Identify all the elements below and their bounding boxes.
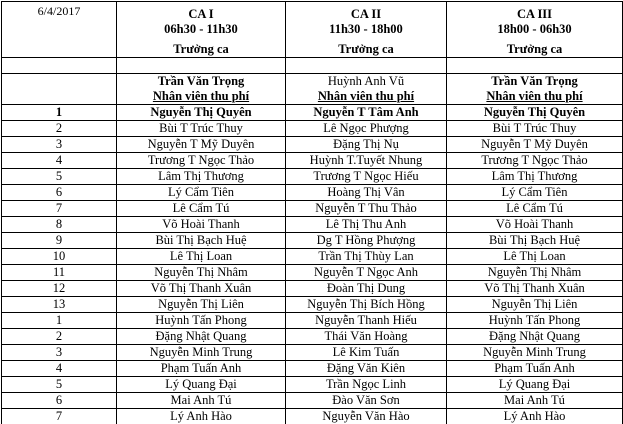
shift-1-staff-cell: Bùi T Trúc Thuy <box>117 121 286 137</box>
shift-2-staff-cell: Trương T Ngọc Hiếu <box>286 169 447 185</box>
staff-row <box>2 217 623 233</box>
shift-3-staff-cell: Võ Thị Thanh Xuân <box>447 281 623 297</box>
shift-3-header <box>447 2 623 42</box>
shift-2-leader: Huỳnh Anh Vũ <box>286 74 447 90</box>
empty-cell <box>117 58 286 74</box>
shift-1-staff-cell: Võ Thị Thanh Xuân <box>117 281 286 297</box>
shift-2-staff-cell: Đào Văn Sơn <box>286 393 447 409</box>
empty-cell <box>2 58 117 74</box>
shift-2-staff-cell: Dg T Hồng Phượng <box>286 233 447 249</box>
shift-2-staff-cell: Hoàng Thị Vân <box>286 185 447 201</box>
shift-1-header <box>117 2 286 42</box>
staff-number-cell: 9 <box>2 233 117 249</box>
shift-2-name: CA II <box>350 6 382 21</box>
shift-2-staff-cell: Lê Thị Thu Anh <box>286 217 447 233</box>
staff-row <box>2 169 623 185</box>
empty-cell <box>2 89 117 105</box>
shift-2-staff-cell: Đoàn Thị Dung <box>286 281 447 297</box>
shift-3-staff-cell: Võ Hoài Thanh <box>447 217 623 233</box>
shift-3-staff-cell: Bùi Thị Bạch Huệ <box>447 233 623 249</box>
shift-3-staff-cell: Trương T Ngọc Thảo <box>447 153 623 169</box>
staff-row <box>2 345 623 361</box>
shift-2-staff-cell: Lê Kim Tuấn <box>286 345 447 361</box>
staff-number-cell: 1 <box>2 313 117 329</box>
staff-number-cell: 2 <box>2 121 117 137</box>
shift-2-staff-cell: Nguyễn Văn Hào <box>286 409 447 424</box>
shift-1-staff-cell: Nguyễn Thị Quyên <box>117 105 286 121</box>
shift-leader-label: Trưởng ca <box>117 41 286 58</box>
shift-1-leader: Trần Văn Trọng <box>117 74 286 90</box>
toll-staff-label: Nhân viên thu phí <box>447 89 623 105</box>
shift-1-staff-cell: Lý Anh Hào <box>117 409 286 424</box>
staff-row <box>2 393 623 409</box>
staff-row <box>2 137 623 153</box>
staff-number-cell: 8 <box>2 217 117 233</box>
staff-number-cell: 12 <box>2 281 117 297</box>
shift-1-staff-cell: Trương T Ngọc Thảo <box>117 153 286 169</box>
spacer-row <box>2 58 623 74</box>
shift-leader-label-row <box>2 41 623 58</box>
shift-3-time: 18h00 - 06h30 <box>497 21 572 36</box>
shift-3-staff-cell: Đặng Nhật Quang <box>447 329 623 345</box>
staff-row <box>2 377 623 393</box>
shift-3-staff-cell: Nguyễn T Mỹ Duyên <box>447 137 623 153</box>
empty-cell <box>2 41 117 58</box>
staff-row <box>2 185 623 201</box>
shift-1-name: CA I <box>188 6 214 21</box>
staff-number-cell: 7 <box>2 201 117 217</box>
shift-3-name: CA III <box>516 6 553 21</box>
shift-3-staff-cell: Huỳnh Tấn Phong <box>447 313 623 329</box>
staff-row <box>2 297 623 313</box>
empty-cell <box>2 74 117 90</box>
shift-2-staff-cell: Nguyễn T Ngọc Anh <box>286 265 447 281</box>
shift-leader-label: Trưởng ca <box>447 41 623 58</box>
staff-number-cell: 10 <box>2 249 117 265</box>
header-row <box>2 2 623 42</box>
staff-number-cell: 6 <box>2 393 117 409</box>
shift-3-staff-cell: Nguyễn Thị Liên <box>447 297 623 313</box>
staff-row <box>2 329 623 345</box>
staff-number-cell: 3 <box>2 345 117 361</box>
toll-staff-label-row <box>2 89 623 105</box>
shift-2-staff-cell: Đặng Thị Nụ <box>286 137 447 153</box>
staff-number-cell: 5 <box>2 169 117 185</box>
shift-1-staff-cell: Lâm Thị Thương <box>117 169 286 185</box>
staff-row <box>2 409 623 424</box>
staff-number-cell: 2 <box>2 329 117 345</box>
staff-number-cell: 6 <box>2 185 117 201</box>
shift-3-staff-cell: Lý Cẩm Tiên <box>447 185 623 201</box>
shift-1-staff-cell: Nguyễn T Mỹ Duyên <box>117 137 286 153</box>
staff-row <box>2 281 623 297</box>
shift-1-staff-cell: Nguyễn Minh Trung <box>117 345 286 361</box>
shift-1-staff-cell: Lý Cẩm Tiên <box>117 185 286 201</box>
staff-number-cell: 5 <box>2 377 117 393</box>
shift-1-staff-cell: Lê Thị Loan <box>117 249 286 265</box>
shift-2-staff-cell: Nguyễn T Thu Thảo <box>286 201 447 217</box>
staff-row <box>2 153 623 169</box>
shift-3-staff-cell: Lâm Thị Thương <box>447 169 623 185</box>
shift-1-staff-cell: Huỳnh Tấn Phong <box>117 313 286 329</box>
shift-1-staff-cell: Lê Cẩm Tú <box>117 201 286 217</box>
empty-cell <box>447 58 623 74</box>
shift-2-staff-cell: Thái Văn Hoàng <box>286 329 447 345</box>
staff-number-cell: 1 <box>2 105 117 121</box>
shift-schedule-table <box>1 1 623 424</box>
shift-2-time: 11h30 - 18h00 <box>329 21 403 36</box>
staff-number-cell: 7 <box>2 409 117 424</box>
staff-number-cell: 4 <box>2 153 117 169</box>
shift-2-header <box>286 2 447 42</box>
shift-3-leader: Trần Văn Trọng <box>447 74 623 90</box>
staff-number-cell: 3 <box>2 137 117 153</box>
staff-row <box>2 121 623 137</box>
shift-leader-names-row <box>2 74 623 90</box>
shift-3-staff-cell: Nguyễn Thị Quyên <box>447 105 623 121</box>
shift-2-staff-cell: Nguyễn T Tâm Anh <box>286 105 447 121</box>
staff-row <box>2 233 623 249</box>
staff-row <box>2 105 623 121</box>
shift-3-staff-cell: Lê Thị Loan <box>447 249 623 265</box>
staff-number-cell: 11 <box>2 265 117 281</box>
shift-1-staff-cell: Lý Quang Đại <box>117 377 286 393</box>
shift-2-staff-cell: Nguyễn Thị Bích Hồng <box>286 297 447 313</box>
shift-1-staff-cell: Võ Hoài Thanh <box>117 217 286 233</box>
toll-staff-label: Nhân viên thu phí <box>286 89 447 105</box>
shift-3-staff-cell: Lý Anh Hào <box>447 409 623 424</box>
shift-2-staff-cell: Lê Ngọc Phượng <box>286 121 447 137</box>
shift-3-staff-cell: Bùi T Trúc Thuy <box>447 121 623 137</box>
shift-2-staff-cell: Trần Thị Thùy Lan <box>286 249 447 265</box>
shift-3-staff-cell: Nguyễn Thị Nhâm <box>447 265 623 281</box>
shift-3-staff-cell: Lê Cẩm Tú <box>447 201 623 217</box>
shift-3-staff-cell: Phạm Tuấn Anh <box>447 361 623 377</box>
shift-1-staff-cell: Mai Anh Tú <box>117 393 286 409</box>
shift-2-staff-cell: Nguyễn Thanh Hiếu <box>286 313 447 329</box>
shift-1-staff-cell: Đặng Nhật Quang <box>117 329 286 345</box>
shift-3-staff-cell: Nguyễn Minh Trung <box>447 345 623 361</box>
shift-1-staff-cell: Phạm Tuấn Anh <box>117 361 286 377</box>
staff-number-cell: 13 <box>2 297 117 313</box>
shift-2-staff-cell: Trần Ngọc Linh <box>286 377 447 393</box>
shift-2-staff-cell: Huỳnh T.Tuyết Nhung <box>286 153 447 169</box>
staff-row <box>2 249 623 265</box>
shift-2-staff-cell: Đặng Văn Kiên <box>286 361 447 377</box>
shift-1-staff-cell: Nguyễn Thị Nhâm <box>117 265 286 281</box>
empty-cell <box>286 58 447 74</box>
date-cell: 6/4/2017 <box>2 2 117 42</box>
staff-number-cell: 4 <box>2 361 117 377</box>
shift-3-staff-cell: Lý Quang Đại <box>447 377 623 393</box>
staff-row <box>2 201 623 217</box>
shift-3-staff-cell: Mai Anh Tú <box>447 393 623 409</box>
staff-row <box>2 313 623 329</box>
shift-1-time: 06h30 - 11h30 <box>164 21 238 36</box>
shift-1-staff-cell: Nguyễn Thị Liên <box>117 297 286 313</box>
staff-row <box>2 265 623 281</box>
shift-leader-label: Trưởng ca <box>286 41 447 58</box>
staff-row <box>2 361 623 377</box>
shift-1-staff-cell: Bùi Thị Bạch Huệ <box>117 233 286 249</box>
toll-staff-label: Nhân viên thu phí <box>117 89 286 105</box>
